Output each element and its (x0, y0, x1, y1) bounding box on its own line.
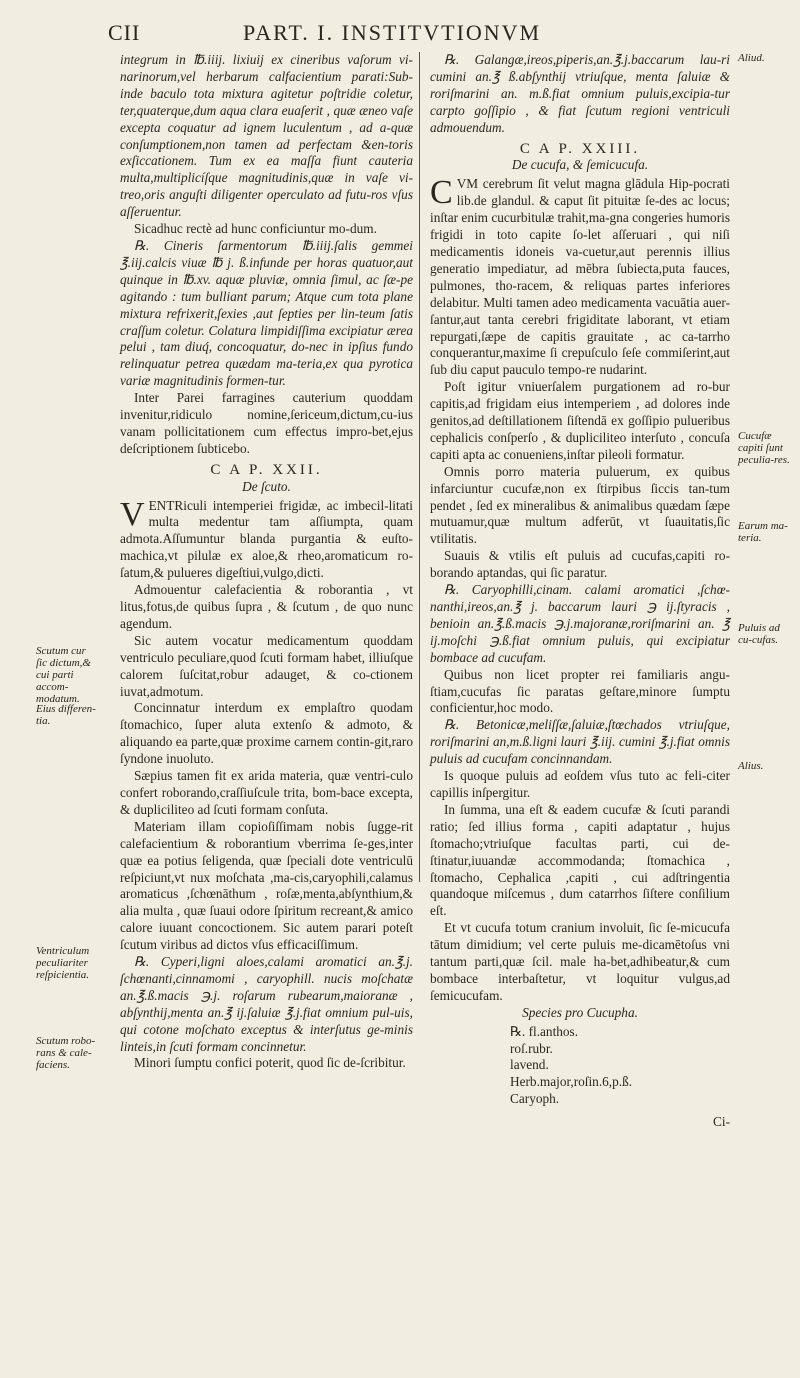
catchword: Ci- (713, 1114, 730, 1130)
recipe-paragraph: ℞. Galangæ,ireos,piperis,an.℥.j.baccarum lau-ri cumini an.℥ ß.abſynthij vtriuſque, menta ſaluiæ & roriſmarini an. m.ß.fiat omnium puluis,excipia-tur carpto goſſipio , & fiat ſcutum regioni ventriculi admouendum. (430, 52, 730, 135)
list-item: ℞. fl.anthos. (510, 1023, 579, 1039)
margin-note: Scutum cur ſic dictum,& cui parti accom-modatum. (36, 645, 91, 705)
recipe-paragraph: ℞. Cineris ſarmentorum ℔.iiij.ſalis gemmei ℥.iij.calcis viuæ ℔ j. ß.infunde per horas quatuor,aut quinque in ℔.xv. aquæ pluviæ, omnia ſimul, ac ſæ-pe agitando : tum bulliant parum; Atque cum tota plane mixtura refrixerit,ſexies ,aut ſepties per lin-teum ſatis craſſum coletur. Colatura limpidiſſima excipiatur ærea pelui , tam diuq́, concoquatur, do-nec in ipſius fundo relinquatur petrea quædam ma-teria,ex qua pyrotica variæ magnitudinis formen-tur. (120, 237, 413, 389)
species-list (430, 1024, 730, 1108)
chapter-heading: C A P. XXII. (210, 461, 323, 478)
drop-cap: V (120, 495, 145, 533)
paragraph: Sicadhuc rectè ad hunc conficiuntur mo-dum. (134, 221, 377, 237)
recipe-paragraph: ℞. Caryophilli,cinam. calami aromatici ,ſchœ-nanthi,ireos,an.℥ j. baccarum lauri ℈ ij.ſtyracis , benioin an.℥.ß.macis ℈.j.majoranæ,roriſmarini an. ℥ ij.moſchi ℈.ß.fiat omnium puluis, qui excipiatur bombace ad cucufam. (430, 582, 730, 665)
paragraph: Materiam illam copioſiſſimam nobis ſugge-rit calefacientium & roborantium vberrima ſe-ges,inter quæ ea potius ſeligenda, quæ ſpeciali dote ventriculū reſpiciunt,vt nux moſchata ,ma-cis,caryophili,calamus aromaticus ,ſchœnāthum , roſæ,menta,abſynthium,& alia multa , quæ ſuaui odore ſpiritum recreant,& amico calore iuuant concoctionem. Sic autem parari poteſt ſcutum viribus ad dictos vſus efficaciſſimum. (120, 818, 413, 953)
list-item: lavend. (510, 1057, 549, 1073)
paragraph-text: ENTRiculi intemperiei frigidæ, ac imbecil-litati multa medentur tam aſſiumpta, quam admota.Aſſumuntur blanda purgantia & euſto-machica,vt pilulæ ex aloe,& rheo,aromaticum ro-ſatum,& pulueres digeſtiui,vulgo,dicti. (120, 497, 413, 581)
chapter-heading: C A P. XXIII. (519, 140, 641, 157)
paragraph: Admouentur calefacientia & roborantia , vt litus,fotus,de quibus ſupra , & ſcutum , de quo nunc agendum. (120, 582, 413, 631)
paragraph: Suauis & vtilis eſt puluis ad cucufas,capiti ro-borando aptandas, qui ſic paratur. (430, 548, 730, 581)
species-title: Species pro Cucupha. (522, 1004, 638, 1020)
paragraph: Sæpius tamen fit ex arida materia, quæ ventri-culo confert roborando,craſſiuſcule trita, bom-bace excepta, & dupliciliteo ad ſcuti formam conſuta. (120, 768, 413, 817)
margin-note: Ventriculum peculiariter reſpicientia. (36, 945, 90, 981)
margin-note: Scutum robo-rans & cale-faciens. (36, 1035, 96, 1071)
paragraph: Concinnatur interdum ex emplaſtro quodam ſtomachico, ſuper aluta extenſo & admoto, & aliquando ea parte,quæ proxime carnem contin-git,raro ſyndone inuoluto. (120, 700, 413, 767)
margin-note: Cucufæ capiti ſunt peculia-res. (738, 430, 790, 466)
margin-note: Puluis ad cu-cufas. (738, 622, 780, 646)
margin-note: Earum ma-teria. (738, 520, 788, 544)
chapter-title: De cucufa, & ſemicucufa. (511, 157, 649, 173)
paragraph: In ſumma, una eſt & eadem cucufæ & ſcuti parandi ratio; ſed illius forma , capiti adaptatur , hujus ſtomacho;vtriuſque facultas parti, cui de-ſtinatur,iuuandæ accommodanda; ſtomachica , ſtomacho, Cephalica ,capiti , cui adſtringentia quandoque miſcemus , dum catarrhos ſiſtere conſilium eſt. (430, 801, 730, 919)
paragraph-text: VM cerebrum ſit velut magna glādula Hip-pocrati lib.de glandul. & caput ſit pituitæ ſe-des ac locus; inſtar enim cucurbitulæ trahit,ma-gna congeries humoris frigidi in toto capite ſo-let aſſeruari , qui niſi medicamentis idoneis va-cuetur,aut perennis illius generatio impediatur, ad mēbra ſubiecta,puta fauces, pulmones, tho-racem, & reliquas partes inferiores delabitur. Multi tamen adeo medicamenta vacuātia auer-ſantur,aut tanta cerebri frigiditate laborant, vt etiam repurgati,ſæpe de capitis grauitate , ac ca-tarrho conquerantur,maxime ſi crepuſculo ſeſe commiſerint,aut ſub diu caput pauculo tempo-re nudarint. (430, 176, 730, 378)
right-column (430, 52, 730, 1130)
paragraph: Is quoque puluis ad eoſdem vſus tuto ac feli-citer capillis inſpergitur. (430, 768, 730, 800)
paragraph: Sic autem vocatur medicamentum quoddam ventriculo peculiare,quod ſcuti formam habet, illiuſque calorem ſuſcitat,robur adauget, & co-ctionem iuvat,admotum. (120, 632, 413, 699)
paragraph: Minori ſumptu confici poterit, quod ſic de-ſcribitur. (134, 1055, 406, 1071)
margin-note: Alius. (738, 760, 764, 772)
paragraph: Poſt igitur vniuerſalem purgationem ad ro-bur capitis,ad frigidam eius intemperiem , ad dolores inde genitos,ad deſtillationem ſiſtendā ex goſſipio pulueribus cephalicis conſperſo , & dupliciliteo interſuto , concuſa capiti apta ac conueniens,inſtar pileoli formatur. (430, 379, 730, 462)
folio-number: CII (108, 20, 141, 45)
margin-note: Eius differen-tia. (36, 703, 96, 727)
left-column (120, 52, 413, 1072)
paragraph (120, 495, 413, 583)
list-item: roſ.rubr. (510, 1040, 553, 1056)
list-item: Caryoph. (510, 1091, 560, 1107)
paragraph: Quibus non licet propter rei familiaris angu-ſtiam,cucufas ſic paratas geſtare,minore ſumptu conficientur,hoc modo. (430, 666, 730, 716)
page-header (108, 20, 770, 50)
paragraph: Et vt cucufa totum cranium involuit, ſic ſe-micucufa tātum dimidium; vel certe puluis me-dicamētoſus vni tantum parti,quæ ſcil. male ha-bet,adhibeatur,& cum bombace interbaſtetur, vt loquitur vulgus,ad ſemicucufam. (430, 920, 730, 1003)
paragraph: integrum in ℔.iiij. lixiuij ex cineribus vaſorum vi-narinorum,vel herbarum calfacientium parati:Sub-inde baculo tota mixtura agitetur poſtridie coletur, ter,quaterque,dum aqua clara euaſerit , quæ æneo vaſe excepta coquatur ad ignem luculentum , ad a-quæ conſumptionem,non tamen ad perfectam &en-toris exſiccationem. Tum ex ea maſſa fiunt cauteria multa,multiplicíſque magnitudinis,quæ in vaſe vi-treo,oris anguſti diligenter operculato ad futu-ros vſus aſſeruentur. (120, 52, 413, 220)
recipe-paragraph: ℞. Cyperi,ligni aloes,calami aromatici an.℥.j. ſchœnanti,cinnamomi , caryophill. nucis moſchatæ an.℥.ß.macis ℈.j. roſarum rubearum,maioranæ , abſynthij,menta an.℥ ij.ſaluiæ ℥.j.fiat omnium pul-uis, qui cotone moſchato exceptus & interſutus ge-minis linteis,in ſcuti formam concinnetur. (120, 954, 413, 1054)
paragraph: Inter Parei farragines cauterium quoddam invenitur,ridiculo nomine,ſericeum,dictum,cu-ius vanam pollicitationem cum effectus impro-bet,ejus deſcriptionem ſubticebo. (120, 390, 413, 456)
chapter-title: De ſcuto. (242, 478, 291, 494)
recipe-paragraph: ℞. Betonicæ,meliſſæ,ſaluiæ,ſtœchados vtriuſque, roriſmarini an,m.ß.ligni lauri ℥.iij. cumini ℥.j.fiat omnis puluis ad cucufam concinnandam. (430, 717, 730, 767)
paragraph (430, 176, 730, 379)
drop-cap: C (430, 174, 453, 212)
paragraph: Omnis porro materia puluerum, ex quibus infarciuntur cucufæ,non ex ſtirpibus ſiccis tan-tum pendet , ſed ex mineralibus & animalibus quædam ſæpe mutuamur,quæ multum adferūt, vt ſuauitatis,ſic vtilitatis. (430, 463, 730, 547)
list-item: Herb.major,roſin.6,p.ß. (510, 1074, 633, 1090)
margin-note: Aliud. (738, 52, 765, 64)
running-title: PART. I. INSTITVTIONVM (243, 20, 542, 45)
column-divider (419, 52, 420, 882)
